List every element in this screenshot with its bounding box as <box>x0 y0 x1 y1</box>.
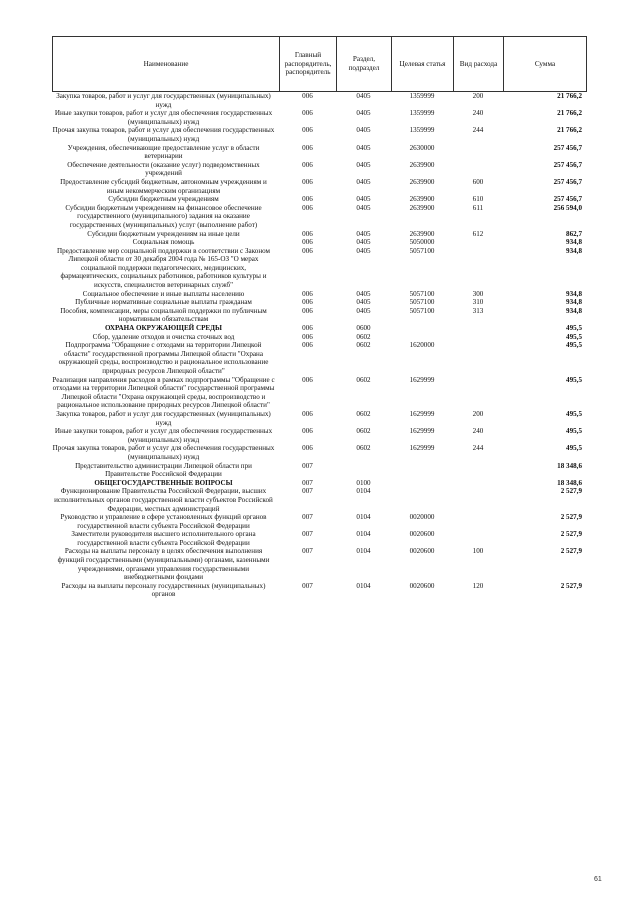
col-name-header: Наименование <box>53 37 280 92</box>
cell-name: Пособия, компенсации, меры социальной поддержки по публичным нормативным обязательствам <box>60 306 267 324</box>
cell-sum: 495,5 <box>566 409 582 418</box>
table-header <box>52 36 587 92</box>
cell-admin: 006 <box>302 306 313 315</box>
cell-target: 5057100 <box>409 289 435 298</box>
cell-sum: 257 456,7 <box>553 143 582 152</box>
cell-name: Учреждения, обеспечивающие предоставление услуг в области ветеринарии <box>67 143 260 161</box>
cell-expense: 310 <box>472 298 484 307</box>
cell-name: Обеспечение деятельности (оказание услуг) подведомственных учреждений <box>67 160 260 178</box>
table-row <box>52 290 586 299</box>
cell-section: 0405 <box>356 109 371 118</box>
col-sum-header: Сумма <box>504 37 587 92</box>
cell-sum: 18 348,6 <box>557 461 582 470</box>
cell-sum: 495,5 <box>566 332 582 341</box>
cell-admin: 006 <box>302 126 313 135</box>
cell-sum: 21 766,2 <box>557 92 582 100</box>
cell-expense <box>453 462 503 479</box>
cell-admin: 006 <box>302 177 313 186</box>
cell-name: Иные закупки товаров, работ и услуг для обеспечения государственных (муниципальных) нужд <box>54 427 273 444</box>
cell-target: 2630000 <box>409 143 435 152</box>
cell-admin: 006 <box>302 229 313 238</box>
cell-target: 1359999 <box>409 126 435 135</box>
cell-target: 2639900 <box>409 177 435 186</box>
cell-section: 0405 <box>356 92 371 100</box>
cell-sum: 2 527,9 <box>560 547 582 556</box>
cell-sum: 2 527,9 <box>560 581 582 590</box>
table-row <box>52 582 586 599</box>
cell-expense <box>453 247 503 290</box>
table-row <box>52 444 586 461</box>
cell-expense: 313 <box>472 306 484 315</box>
cell-target: 1629999 <box>409 375 435 384</box>
cell-sum: 495,5 <box>566 427 582 436</box>
table-row <box>52 238 586 247</box>
table-row <box>52 530 586 547</box>
cell-expense <box>453 479 503 488</box>
cell-section: 0405 <box>356 143 371 152</box>
cell-name: Расходы на выплаты персоналу государственных (муниципальных) органов <box>61 581 266 599</box>
cell-sum: 934,8 <box>566 238 582 247</box>
cell-section: 0405 <box>356 160 371 169</box>
cell-admin: 006 <box>302 409 313 418</box>
cell-admin: 006 <box>302 160 313 169</box>
cell-name: Закупка товаров, работ и услуг для государственных (муниципальных) нужд <box>56 409 271 427</box>
table-row <box>52 324 586 333</box>
cell-section: 0104 <box>356 487 371 496</box>
cell-name: Субсидии бюджетным учреждениям <box>108 195 219 204</box>
cell-sum: 934,8 <box>566 298 582 307</box>
table-row <box>52 341 586 375</box>
table-row <box>52 427 586 444</box>
cell-section: 0602 <box>356 375 371 384</box>
cell-name: Руководство и управление в сфере установленных функций органов государственной власти субъекта Российской Федерации <box>60 513 267 530</box>
cell-name: Социальное обеспечение и иные выплаты населению <box>82 289 245 298</box>
cell-expense <box>453 144 503 161</box>
cell-target: 0020600 <box>409 547 435 556</box>
cell-section: 0602 <box>356 332 371 341</box>
table-row <box>52 247 586 290</box>
cell-expense: 611 <box>472 203 484 212</box>
cell-admin: 006 <box>302 195 313 204</box>
table-row <box>52 376 586 410</box>
page-number: 61 <box>594 876 602 883</box>
cell-expense: 100 <box>472 547 484 556</box>
cell-section: 0602 <box>356 427 371 436</box>
cell-sum: 21 766,2 <box>557 126 582 135</box>
cell-expense: 600 <box>472 177 484 186</box>
cell-expense <box>453 376 503 410</box>
cell-target: 2639900 <box>409 203 435 212</box>
cell-name: Субсидии бюджетным учреждениям на финансовое обеспечение государственного (муниципального) задания на оказание государственных (муниципальных) услуг (выполнение работ) <box>65 203 262 229</box>
cell-name: Публичные нормативные социальные выплаты гражданам <box>75 298 252 307</box>
table-row <box>52 462 586 479</box>
col-target-header: Целевая статья <box>392 37 454 92</box>
cell-name: ОХРАНА ОКРУЖАЮЩЕЙ СРЕДЫ <box>104 324 223 333</box>
table-row <box>52 479 586 488</box>
cell-sum: 257 456,7 <box>553 160 582 169</box>
cell-sum: 2 527,9 <box>560 487 582 496</box>
table-row <box>52 410 586 427</box>
cell-target <box>391 462 453 479</box>
cell-admin: 006 <box>302 109 313 118</box>
cell-sum: 495,5 <box>566 324 582 333</box>
cell-target: 1629999 <box>409 409 435 418</box>
cell-section: 0405 <box>356 203 371 212</box>
cell-target: 2639900 <box>409 160 435 169</box>
cell-sum: 2 527,9 <box>560 513 582 522</box>
cell-admin: 006 <box>302 238 313 247</box>
cell-target <box>391 487 453 513</box>
table-row <box>52 178 586 195</box>
cell-target <box>391 479 453 488</box>
cell-expense: 200 <box>472 92 484 100</box>
cell-section: 0104 <box>356 513 371 522</box>
cell-expense: 612 <box>472 229 484 238</box>
cell-name: Реализация направления расходов в рамках подпрограммы "Обращение с отходами на территории Липецкой области" государственной программы Липецкой области "Охрана окружающей среды, воспроизводство и рациональное использование природных ресурсов Липецкой области" <box>52 375 275 410</box>
cell-admin: 006 <box>302 246 313 255</box>
cell-sum: 495,5 <box>566 375 582 384</box>
cell-target: 0020600 <box>409 581 435 590</box>
cell-sum: 862,7 <box>566 229 582 238</box>
cell-target: 1629999 <box>409 444 435 453</box>
cell-admin: 007 <box>302 513 313 522</box>
cell-section: 0405 <box>356 306 371 315</box>
cell-expense <box>453 161 503 178</box>
cell-target: 5057100 <box>409 298 435 307</box>
cell-target: 1629999 <box>409 427 435 436</box>
cell-sum: 934,8 <box>566 246 582 255</box>
cell-name: Социальная помощь <box>132 238 195 247</box>
cell-name: Подпрограмма "Обращение с отходами на территории Липецкой области" государственной программы Липецкой области "Охрана окружающей среды, воспроизводство и рациональное использование природных ресурсов Липецкой области" <box>58 341 269 375</box>
cell-section: 0104 <box>356 581 371 590</box>
table-body <box>52 92 586 599</box>
table-row <box>52 204 586 230</box>
table-row <box>52 307 586 324</box>
cell-admin: 006 <box>302 298 313 307</box>
col-admin-header: Главный распорядитель, распорядитель <box>280 37 337 92</box>
cell-section: 0405 <box>356 126 371 135</box>
cell-expense: 300 <box>472 289 484 298</box>
cell-admin: 006 <box>302 143 313 152</box>
table-row <box>52 298 586 307</box>
cell-target <box>391 324 453 333</box>
cell-name: Закупка товаров, работ и услуг для государственных (муниципальных) нужд <box>56 92 271 109</box>
cell-admin: 006 <box>302 289 313 298</box>
cell-admin: 006 <box>302 324 313 333</box>
cell-section: 0100 <box>356 478 371 487</box>
cell-target: 2639900 <box>409 229 435 238</box>
cell-name: Субсидии бюджетным учреждениям на иные цели <box>87 229 240 238</box>
table-row <box>52 547 586 581</box>
cell-expense: 240 <box>472 109 484 118</box>
cell-section: 0405 <box>356 229 371 238</box>
cell-section: 0104 <box>356 530 371 539</box>
cell-name: ОБЩЕГОСУДАРСТВЕННЫЕ ВОПРОСЫ <box>94 478 233 487</box>
budget-table-page <box>52 36 586 599</box>
cell-expense <box>453 333 503 342</box>
cell-admin: 006 <box>302 341 313 350</box>
cell-sum: 256 594,0 <box>553 203 582 212</box>
cell-name: Предоставление мер социальной поддержки в соответствии с Законом Липецкой области от 30 декабря 2004 года № 165-ОЗ "О мерах социальной поддержки педагогических, медицинских, фармацевтических, социальных работников, работников культуры и искусств, специалистов ветеринарных служб" <box>56 246 271 290</box>
cell-admin: 006 <box>302 375 313 384</box>
cell-admin: 006 <box>302 444 313 453</box>
table-row <box>52 109 586 126</box>
cell-expense: 244 <box>472 126 484 135</box>
cell-target: 5050000 <box>409 238 435 247</box>
cell-name: Расходы на выплаты персоналу в целях обеспечения выполнения функций государственными (муниципальными) органами, казенными учреждениями, органами управления государственными внебюджетными фондами <box>57 547 270 582</box>
table-row <box>52 513 586 530</box>
cell-name: Предоставление субсидий бюджетным, автономным учреждениям и иным некоммерческим организациям <box>60 177 267 195</box>
cell-sum: 934,8 <box>566 289 582 298</box>
cell-admin: 006 <box>302 332 313 341</box>
cell-sum: 18 348,6 <box>557 478 582 487</box>
cell-expense: 610 <box>472 195 484 204</box>
cell-section: 0405 <box>356 177 371 186</box>
cell-expense <box>453 487 503 513</box>
cell-expense <box>453 238 503 247</box>
cell-admin: 007 <box>302 547 313 556</box>
cell-admin: 007 <box>302 581 313 590</box>
cell-target: 2639900 <box>409 195 435 204</box>
cell-expense: 240 <box>472 427 484 436</box>
cell-expense <box>453 530 503 547</box>
cell-expense <box>453 513 503 530</box>
table-row <box>52 126 586 143</box>
table-row <box>52 333 586 342</box>
cell-sum: 257 456,7 <box>553 195 582 204</box>
cell-sum: 934,8 <box>566 306 582 315</box>
cell-expense: 244 <box>472 444 484 453</box>
cell-section: 0405 <box>356 238 371 247</box>
cell-target: 0020000 <box>409 513 435 522</box>
cell-expense <box>453 324 503 333</box>
cell-name: Иные закупки товаров, работ и услуг для обеспечения государственных (муниципальных) нужд <box>54 109 273 126</box>
table-row <box>52 195 586 204</box>
cell-sum: 495,5 <box>566 341 582 350</box>
cell-target: 5057100 <box>409 246 435 255</box>
cell-section: 0405 <box>356 298 371 307</box>
cell-sum: 21 766,2 <box>557 109 582 118</box>
cell-name: Функционирование Правительства Российской Федерации, высших исполнительных органов государственной власти субъектов Российской Федерации, местных администраций <box>54 487 273 513</box>
cell-admin: 006 <box>302 203 313 212</box>
table-row <box>52 144 586 161</box>
cell-section: 0405 <box>356 246 371 255</box>
cell-sum: 257 456,7 <box>553 177 582 186</box>
cell-expense: 200 <box>472 409 484 418</box>
cell-name: Заместители руководителя высшего исполнительного органа государственной власти субъекта Российской Федерации <box>71 530 256 547</box>
cell-admin: 007 <box>302 530 313 539</box>
cell-section: 0602 <box>356 409 371 418</box>
cell-section: 0600 <box>356 324 371 333</box>
table-row <box>52 487 586 513</box>
cell-expense: 120 <box>472 581 484 590</box>
cell-section: 0405 <box>356 289 371 298</box>
col-expense-header: Вид расхода <box>454 37 504 92</box>
cell-section: 0405 <box>356 195 371 204</box>
table-row <box>52 230 586 239</box>
cell-section: 0104 <box>356 547 371 556</box>
cell-target <box>391 333 453 342</box>
cell-admin: 007 <box>302 487 313 496</box>
cell-expense <box>453 341 503 375</box>
cell-name: Прочая закупка товаров, работ и услуг для обеспечения государственных (муниципальных) нужд <box>52 444 275 461</box>
cell-admin: 006 <box>302 427 313 436</box>
cell-section <box>336 462 391 479</box>
cell-target: 5057100 <box>409 306 435 315</box>
cell-section: 0602 <box>356 341 371 350</box>
cell-sum: 2 527,9 <box>560 530 582 539</box>
cell-target: 1620000 <box>409 341 435 350</box>
cell-target: 1359999 <box>409 109 435 118</box>
table-row <box>52 161 586 178</box>
cell-admin: 007 <box>302 461 313 470</box>
cell-name: Сбор, удаление отходов и очистка сточных вод <box>92 332 235 341</box>
cell-target: 0020600 <box>409 530 435 539</box>
cell-target: 1359999 <box>409 92 435 100</box>
table-row <box>52 92 586 109</box>
col-section-header: Раздел, подраздел <box>337 37 392 92</box>
cell-sum: 495,5 <box>566 444 582 453</box>
cell-section: 0602 <box>356 444 371 453</box>
cell-name: Прочая закупка товаров, работ и услуг для обеспечения государственных (муниципальных) нужд <box>52 126 275 143</box>
cell-admin: 007 <box>302 478 313 487</box>
cell-admin: 006 <box>302 92 313 100</box>
cell-name: Представительство администрации Липецкой области при Правительстве Российской Федерации <box>75 461 252 479</box>
